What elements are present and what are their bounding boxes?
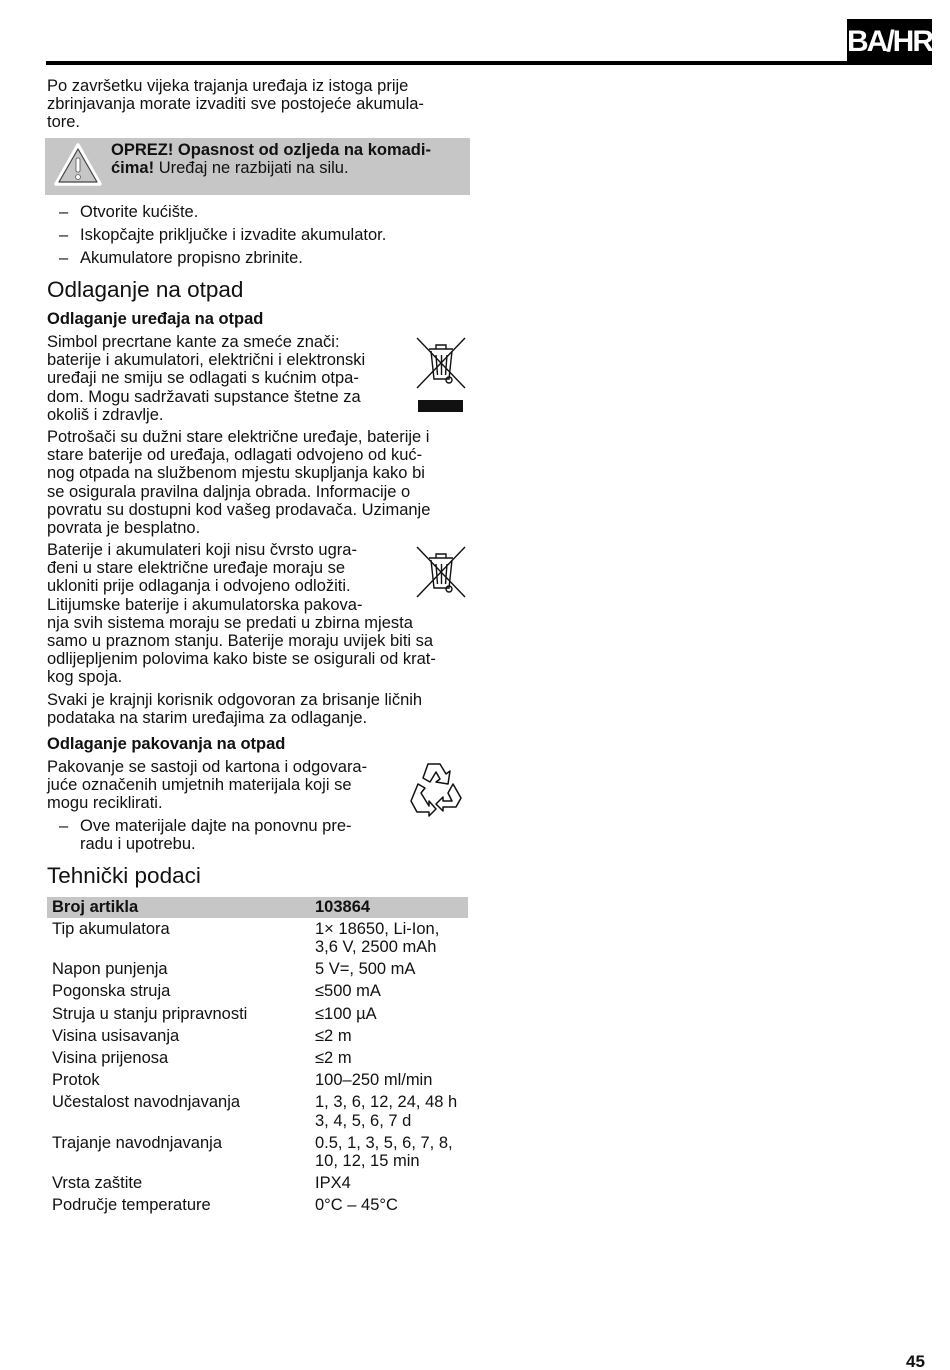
- table-row: [47, 1025, 468, 1047]
- list-item: Akumulatore propisno zbrinite.: [80, 249, 303, 267]
- bin-marker-bar: [418, 400, 463, 412]
- spec-value: [310, 1173, 468, 1195]
- table-row: [47, 1070, 468, 1092]
- text-line: Pakovanje se sastoji od kartona i odgovara-: [47, 758, 368, 776]
- table-row: [47, 981, 468, 1003]
- spec-value-line: ≤100 µA: [315, 1004, 377, 1023]
- spec-value-line: 0.5, 1, 3, 5, 6, 7, 8,: [315, 1133, 453, 1152]
- text-line: povrata je besplatno.: [47, 519, 201, 538]
- text-line: odlijepljenim polovima kako biste se osigurali od krat-: [47, 650, 436, 669]
- text-line: tore.: [47, 113, 81, 132]
- paragraph-consumers: [47, 428, 469, 537]
- list-item: Iskopčajte priključke i izvadite akumulator.: [80, 226, 387, 244]
- spec-label: Tip akumulatora: [52, 919, 170, 938]
- text-line: đeni u stare električne uređaje moraju se: [47, 559, 346, 578]
- subtitle-packaging-disposal: Odlaganje pakovanja na otpad: [47, 735, 286, 753]
- text-line: Svaki je krajnji korisnik odgovoran za brisanje ličnih: [47, 691, 423, 709]
- tech-table: [47, 897, 468, 1217]
- text-line: radu i upotrebu.: [80, 835, 196, 854]
- caution-title-end: ćima!: [111, 159, 155, 178]
- text-line: Po završetku vijeka trajanja uređaja iz istoga prije: [47, 77, 409, 95]
- list-dash: –: [59, 249, 69, 267]
- caution-body: Uređaj ne razbijati na silu.: [154, 159, 349, 178]
- text-line: stare baterije od uređaja, odlagati odvojeno od kuć-: [47, 446, 423, 465]
- header-rule: [46, 61, 932, 65]
- caution-text: [111, 141, 467, 177]
- spec-value-line: 100–250 ml/min: [315, 1071, 433, 1090]
- table-row: [47, 918, 468, 958]
- spec-label: Trajanje navodnjavanja: [52, 1133, 223, 1152]
- intro-paragraph: [47, 77, 469, 132]
- crossed-out-bin-icon: [414, 335, 468, 391]
- text-line: Ove materijale dajte na ponovnu pre-: [80, 817, 352, 835]
- spec-value: [310, 1070, 468, 1092]
- list-item: Otvorite kućište.: [80, 203, 199, 221]
- text-line: samo u praznom stanju. Baterije moraju uvijek biti sa: [47, 632, 434, 651]
- spec-value: [310, 1047, 468, 1069]
- caution-box: [45, 138, 470, 195]
- paragraph-batteries: [47, 541, 469, 687]
- list-item: [80, 817, 352, 853]
- spec-value-line: IPX4: [315, 1174, 351, 1193]
- recycling-icon: [406, 760, 469, 820]
- text-line: Litijumske baterije i akumulatorska pakova-: [47, 595, 363, 614]
- language-badge: BA/HR: [847, 19, 932, 65]
- table-row: [47, 959, 468, 981]
- text-line: se osigurala pravilna daljnja obrada. Informacije o: [47, 482, 411, 501]
- list-dash: –: [59, 203, 69, 221]
- table-row: [47, 1092, 468, 1132]
- spec-value-line: ≤500 mA: [315, 982, 381, 1001]
- text-line: Baterije i akumulateri koji nisu čvrsto ugra-: [47, 541, 357, 559]
- text-line: Simbol precrtane kante za smeće znači:: [47, 333, 340, 351]
- spec-value: [310, 959, 468, 981]
- spec-value-line: 10, 12, 15 min: [315, 1151, 420, 1170]
- spec-value: [310, 1025, 468, 1047]
- spec-value: [310, 1132, 468, 1172]
- spec-label: Vrsta zaštite: [52, 1174, 143, 1193]
- text-line: zbrinjavanja morate izvaditi sve postojeće akumula-: [47, 95, 424, 114]
- spec-value: [310, 918, 468, 958]
- spec-label: Učestalost navodnjavanja: [52, 1093, 241, 1112]
- spec-value-line: ≤2 m: [315, 1026, 352, 1045]
- table-row: [47, 1132, 468, 1172]
- page-number: 45: [906, 1352, 925, 1370]
- spec-value-line: 5 V=, 500 mA: [315, 960, 416, 979]
- text-line: Potrošači su dužni stare električne uređaje, baterije i: [47, 428, 430, 446]
- spec-label: Visina usisavanja: [52, 1026, 180, 1045]
- paragraph-symbol: [47, 333, 469, 424]
- table-row: [47, 1047, 468, 1069]
- spec-value: [310, 1092, 468, 1132]
- spec-value: [310, 897, 468, 918]
- crossed-out-bin-icon: [414, 544, 468, 600]
- spec-value-line: 0°C – 45°C: [315, 1196, 398, 1215]
- paragraph-personal-data: [47, 691, 469, 727]
- text-line: podataka na starim uređajima za odlaganje.: [47, 709, 368, 728]
- spec-value-line: 1, 3, 6, 12, 24, 48 h: [315, 1093, 458, 1112]
- spec-label: Visina prijenosa: [52, 1048, 169, 1067]
- text-line: dom. Mogu sadržavati supstance štetne za: [47, 387, 361, 406]
- table-row: [47, 1195, 468, 1217]
- text-line: juće označenih umjetnih materijala koji se: [47, 776, 352, 795]
- spec-label: Struja u stanju pripravnosti: [52, 1004, 248, 1023]
- text-line: baterije i akumulatori, električni i elektronski: [47, 351, 366, 370]
- text-line: uređaji ne smiju se odlagati s kućnim otpa-: [47, 369, 359, 388]
- spec-label: Protok: [52, 1071, 100, 1090]
- section-title-tech: Tehnički podaci: [47, 863, 201, 888]
- table-header-row: [47, 897, 468, 918]
- text-line: nja svih sistema moraju se predati u zbirna mjesta: [47, 613, 413, 632]
- text-line: okoliš i zdravlje.: [47, 405, 164, 424]
- list-dash: –: [59, 817, 69, 835]
- spec-value: [310, 1195, 468, 1217]
- subtitle-device-disposal: Odlaganje uređaja na otpad: [47, 310, 264, 328]
- spec-label: Pogonska struja: [52, 982, 171, 1001]
- text-line: povratu su dostupni kod vašeg prodavača. Uzimanje: [47, 500, 431, 519]
- spec-value-line: 3,6 V, 2500 mAh: [315, 937, 437, 956]
- text-line: nog otpada na službenom mjestu skupljanja kako bi: [47, 464, 425, 483]
- table-row: [47, 1173, 468, 1195]
- text-line: kog spoja.: [47, 668, 123, 687]
- spec-value-line: 3, 4, 5, 6, 7 d: [315, 1111, 412, 1130]
- spec-value-line: 103864: [315, 898, 371, 916]
- warning-triangle-icon: [53, 142, 103, 188]
- table-row: [47, 1003, 468, 1025]
- spec-value: [310, 981, 468, 1003]
- spec-value-line: ≤2 m: [315, 1048, 352, 1067]
- text-line: mogu reciklirati.: [47, 794, 163, 813]
- text-line: ukloniti prije odlaganja i odvojeno odložiti.: [47, 577, 351, 596]
- spec-label: Broj artikla: [47, 897, 310, 918]
- section-title-disposal: Odlaganje na otpad: [47, 277, 244, 302]
- caution-title: OPREZ! Opasnost od ozljeda na komadi-: [111, 141, 431, 159]
- spec-label: Područje temperature: [52, 1196, 211, 1215]
- spec-value-line: 1× 18650, Li-Ion,: [315, 919, 440, 938]
- spec-label: Napon punjenja: [52, 960, 168, 979]
- list-dash: –: [59, 226, 69, 244]
- spec-value: [310, 1003, 468, 1025]
